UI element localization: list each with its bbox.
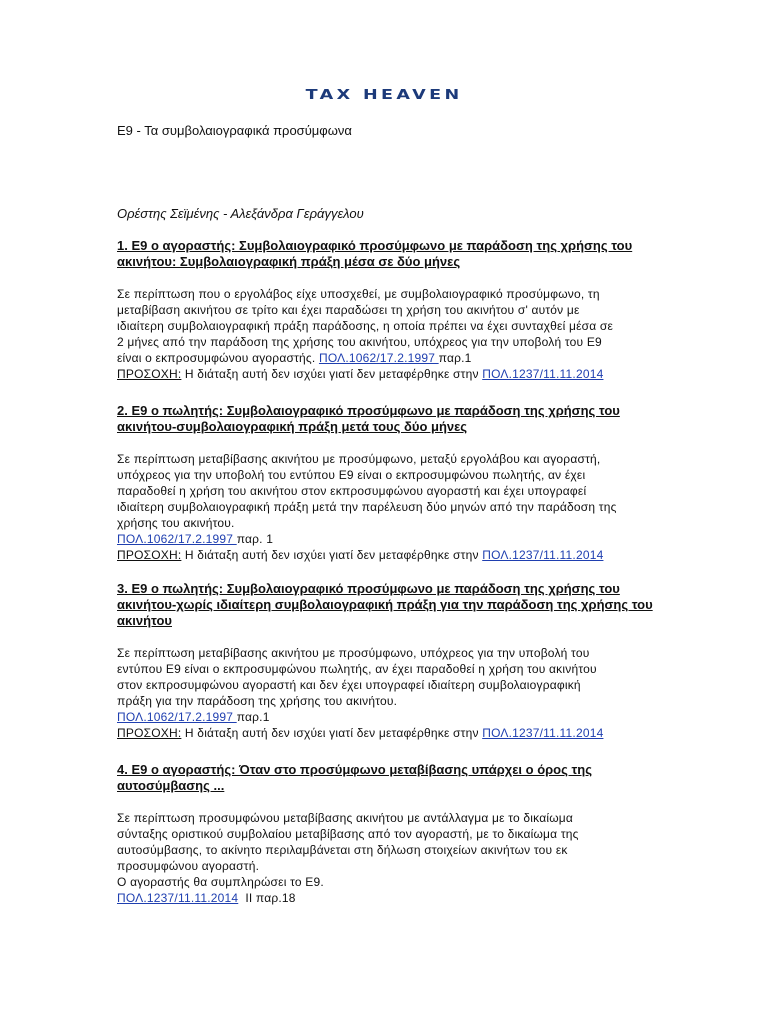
section-heading — [117, 238, 657, 270]
body-line: Ο αγοραστής θα συμπληρώσει το Ε9. — [117, 875, 324, 889]
heading-line: 4. Ε9 ο αγοραστής: Όταν στο προσύμφωνο μεταβίβασης υπάρχει ο όρος της — [117, 762, 593, 777]
ref-line — [117, 709, 657, 725]
body-line: αυτοσύμβασης, το ακίνητο περιλαμβάνεται στη δήλωση στοιχείων ακινήτων του εκ — [117, 843, 568, 857]
warning-label: ΠΡΟΣΟΧΗ: — [117, 726, 182, 740]
heading-line: ακινήτου-χωρίς ιδιαίτερη συμβολαιογραφική πράξη για την παράδοση της χρήσης του — [117, 597, 653, 612]
ref-suffix: παρ. 1 — [236, 532, 274, 546]
pol-1062-link[interactable]: ΠΟΛ.1062/17.2.1997 — [117, 710, 237, 724]
heading-line: αυτοσύμβασης ... — [117, 778, 225, 793]
pol-1237-link[interactable]: ΠΟΛ.1237/11.11.2014 — [482, 548, 604, 562]
warning-line — [117, 366, 657, 382]
body-line: πράξη για την παράδοση της χρήσης του ακινήτου. — [117, 694, 398, 708]
pol-1062-link[interactable]: ΠΟΛ.1062/17.2.1997 — [117, 532, 237, 546]
body-line: σύνταξης οριστικού συμβολαίου μεταβίβασης από τον αγοραστή, με το δικαίωμα της — [117, 827, 579, 841]
heading-line: 3. Ε9 ο πωλητής: Συμβολαιογραφικό προσύμφωνο με παράδοση της χρήσης του — [117, 581, 620, 596]
pol-1062-link[interactable]: ΠΟΛ.1062/17.2.1997 — [318, 351, 439, 365]
authors: Ορέστης Σεϊμένης - Αλεξάνδρα Γεράγγελου — [117, 206, 364, 221]
warning-text: Η διάταξη αυτή δεν ισχύει γιατί δεν μεταφέρθηκε στην — [181, 367, 483, 381]
body-line: Σε περίπτωση που ο εργολάβος είχε υποσχεθεί, με συμβολαιογραφικό προσύμφωνο, τη — [117, 287, 600, 301]
body-line: 2 μήνες από την παράδοση της χρήσης του ακινήτου, υπόχρεος για την υποβολή του Ε9 — [117, 335, 602, 349]
section-1 — [117, 238, 657, 382]
heading-line: ακινήτου: Συμβολαιογραφική πράξη μέσα σε δύο μήνες — [117, 254, 461, 269]
body-line: Σε περίπτωση μεταβίβασης ακινήτου με προσύμφωνο, υπόχρεος για την υποβολή του — [117, 646, 590, 660]
document-title: Ε9 - Τα συμβολαιογραφικά προσύμφωνα — [117, 123, 352, 138]
warning-line — [117, 725, 657, 741]
body-line: υπόχρεος για την υποβολή του εντύπου Ε9 είναι ο εκπροσυμφώνου πωλητής, αν έχει — [117, 468, 586, 482]
body-line: Σε περίπτωση προσυμφώνου μεταβίβασης ακινήτου με αντάλλαγμα με το δικαίωμα — [117, 811, 574, 825]
heading-line: ακινήτου-συμβολαιογραφική πράξη μετά τους δύο μήνες — [117, 419, 468, 434]
section-4 — [117, 762, 657, 906]
warning-label: ΠΡΟΣΟΧΗ: — [117, 367, 182, 381]
section-heading — [117, 581, 657, 629]
section-heading — [117, 403, 657, 435]
pol-1237-link[interactable]: ΠΟΛ.1237/11.11.2014 — [482, 367, 604, 381]
section-body — [117, 645, 657, 741]
warning-text: Η διάταξη αυτή δεν ισχύει γιατί δεν μεταφέρθηκε στην — [181, 726, 483, 740]
body-line-with-ref — [117, 350, 657, 366]
pol-1237-link[interactable]: ΠΟΛ.1237/11.11.2014 — [482, 726, 604, 740]
body-line: ιδιαίτερη συμβολαιογραφική πράξη παράδοσης, η οποία πρέπει να έχει συνταχθεί μέσα σε — [117, 319, 614, 333]
body-line: εντύπου Ε9 είναι ο εκπροσυμφώνου πωλητής, αν έχει παραδοθεί η χρήση του ακινήτου — [117, 662, 597, 676]
heading-line: 1. Ε9 ο αγοραστής: Συμβολαιογραφικό προσύμφωνο με παράδοση της χρήσης του — [117, 238, 633, 253]
ref-suffix: ΙΙ παρ.18 — [238, 891, 296, 905]
ref-suffix: παρ.1 — [236, 710, 270, 724]
body-line: προσυμφώνου αγοραστή. — [117, 859, 260, 873]
body-line: μεταβίβαση ακινήτου σε τρίτο και έχει παραδώσει τη χρήση του ακινήτου σ' αυτόν με — [117, 303, 580, 317]
ref-line — [117, 531, 657, 547]
pol-1237-link[interactable]: ΠΟΛ.1237/11.11.2014 — [117, 891, 239, 905]
section-body — [117, 286, 657, 382]
body-line: παραδοθεί η χρήση του ακινήτου στον εκπροσυμφώνου αγοραστή και έχει υπογραφεί — [117, 484, 587, 498]
body-line: Σε περίπτωση μεταβίβασης ακινήτου με προσύμφωνο, μεταξύ εργολάβου και αγοραστή, — [117, 452, 601, 466]
section-2 — [117, 403, 657, 563]
body-line: χρήσης του ακινήτου. — [117, 516, 235, 530]
body-text: είναι ο εκπροσυμφώνου αγοραστής. — [117, 351, 319, 365]
heading-line: 2. Ε9 ο πωλητής: Συμβολαιογραφικό προσύμφωνο με παράδοση της χρήσης του — [117, 403, 620, 418]
tax-heaven-logo — [0, 86, 768, 104]
section-heading — [117, 762, 657, 794]
ref-suffix: παρ.1 — [438, 351, 472, 365]
body-line: ιδιαίτερη συμβολαιογραφική πράξη μετά την παρέλευση δύο μηνών από την παράδοση της — [117, 500, 617, 514]
warning-text: Η διάταξη αυτή δεν ισχύει γιατί δεν μεταφέρθηκε στην — [181, 548, 483, 562]
logo-text: TAX HEAVEN — [305, 88, 463, 103]
ref-line — [117, 890, 657, 906]
warning-label: ΠΡΟΣΟΧΗ: — [117, 548, 182, 562]
section-body — [117, 810, 657, 906]
section-body — [117, 451, 657, 563]
heading-line: ακινήτου — [117, 613, 172, 628]
section-3 — [117, 581, 657, 741]
warning-line — [117, 547, 657, 563]
body-line: στον εκπροσυμφώνου αγοραστή και δεν έχει υπογραφεί ιδιαίτερη συμβολαιογραφική — [117, 678, 581, 692]
